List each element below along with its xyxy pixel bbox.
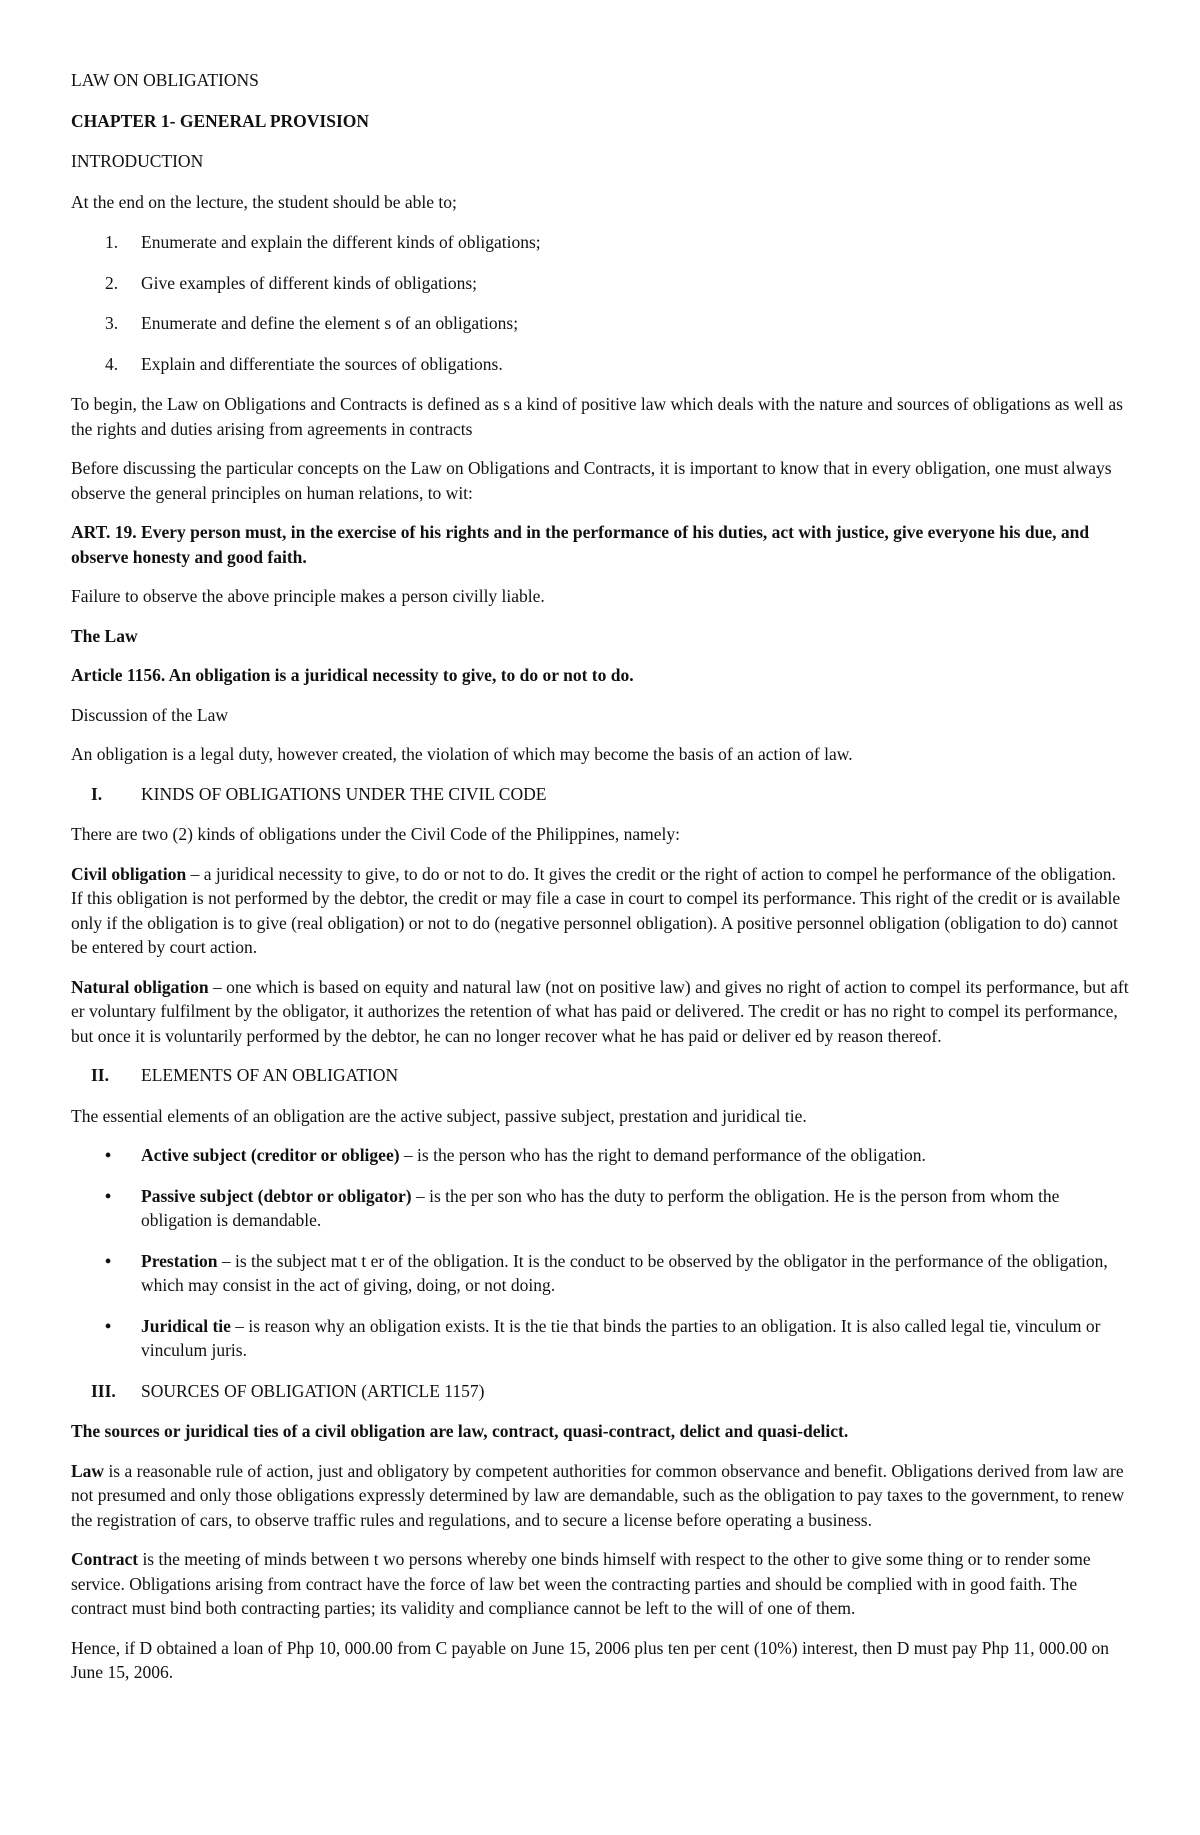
introduction-heading: INTRODUCTION — [71, 151, 204, 171]
bullet-icon: • — [105, 1315, 112, 1336]
law-paragraph — [71, 1459, 1130, 1533]
term: Contract — [71, 1549, 139, 1569]
section-title: SOURCES OF OBLIGATION (ARTICLE 1157) — [141, 1380, 485, 1401]
list-item-text: Explain and differentiate the sources of obligations. — [141, 353, 503, 374]
definition-text: is a reasonable rule of action, just and obligatory by competent authorities for common observance and benefit. Obligations derived from law are not presumed and only those obligations expressly determined by law are demandable, such as the obligation to pay taxes to the government, to renew the registration of cars, to observe traffic rules and regulations, and to secure a license before operating a business. — [71, 1460, 1125, 1530]
elements-list — [71, 1143, 1130, 1363]
list-number: 1. — [105, 232, 119, 252]
list-number: 4. — [105, 353, 119, 374]
definition-text: – is the per son who has the duty to perform the obligation. He is the person from whom the obligation is demandable. — [141, 1185, 1060, 1230]
list-item — [71, 271, 1130, 296]
civil-obligation-paragraph — [71, 862, 1130, 960]
definition-text: – a juridical necessity to give, to do or not to do. It gives the credit or the right of action to compel he performance of the obligation. If this obligation is not performed by the debtor, the credit or may file a case in court to compel its performance. This right of the credit or is available only if the obligation is to give (real obligation) or not to do (negative personnel obligation). A positive personnel obligation (obligation to do) cannot be entered by court action. — [71, 863, 1121, 957]
list-item — [71, 352, 1130, 377]
objectives-list — [71, 230, 1130, 376]
list-number: 2. — [105, 272, 119, 293]
bullet-icon: • — [105, 1185, 112, 1206]
discussion-heading: Discussion of the Law — [71, 704, 228, 725]
term: Juridical tie — [141, 1315, 231, 1336]
definition-text: – is the subject mat t er of the obligation. It is the conduct to be observed by the obligator in the performance of the obligation, which may consist in the act of giving, doing, or not doing. — [141, 1250, 1108, 1295]
definition-text: – is the person who has the right to demand performance of the obligation. — [399, 1145, 926, 1165]
section-number: II. — [91, 1065, 109, 1085]
chapter-heading: CHAPTER 1- GENERAL PROVISION — [71, 110, 370, 131]
general-principles-paragraph: Before discussing the particular concepts on the Law on Obligations and Contracts, it is important to know that in every obligation, one must always observe the general principles on human relations, to wit: — [71, 458, 1112, 503]
list-item-text: Enumerate and define the element s of an obligations; — [141, 313, 519, 333]
term: Civil obligation — [71, 863, 187, 884]
bullet-icon: • — [105, 1145, 112, 1165]
list-item — [71, 1143, 1130, 1168]
list-item — [71, 1249, 1130, 1298]
article-1156: Article 1156. An obligation is a juridical necessity to give, to do or not to do. — [71, 665, 634, 685]
civil-liability-note: Failure to observe the above principle makes a person civilly liable. — [71, 586, 545, 606]
section-heading-sources — [71, 1379, 1130, 1404]
elements-intro: The essential elements of an obligation are the active subject, passive subject, prestation and juridical tie. — [71, 1105, 807, 1126]
obligation-definition: An obligation is a legal duty, however created, the violation of which may become the basis of an action of law. — [71, 744, 853, 764]
section-title: KINDS OF OBLIGATIONS UNDER THE CIVIL CODE — [141, 783, 547, 804]
list-item — [71, 1314, 1130, 1363]
definition-text: is the meeting of minds between t wo persons whereby one binds himself with respect to the other to give some thing or to render some service. Obligations arising from contract have the force of law bet ween the contracting parties and should be complied with in good faith. The contract must bind both contracting parties; its validity and compliance cannot be left to the will of one of them. — [71, 1549, 1091, 1618]
list-item-text: Enumerate and explain the different kinds of obligations; — [141, 232, 541, 252]
definition-text: – one which is based on equity and natural law (not on positive law) and gives no right of action to compel its performance, but aft er voluntary fulfilment by the obligator, it authorizes the retention of what has paid or delivered. The credit or has no right to compel its performance, but once it is voluntarily performed by the debtor, he can no longer recover what he has paid or deliver ed by reason thereof. — [71, 976, 1129, 1046]
term: Prestation — [141, 1250, 218, 1271]
list-item — [71, 1184, 1130, 1233]
definition-paragraph: To begin, the Law on Obligations and Contracts is defined as s a kind of positive law which deals with the nature and sources of obligations as well as the rights and duties arising from agreements in contracts — [71, 394, 1123, 439]
contract-paragraph — [71, 1547, 1130, 1621]
list-item-text: Give examples of different kinds of obligations; — [141, 272, 477, 293]
definition-text: – is reason why an obligation exists. It is the tie that binds the parties to an obligation. It is also called legal tie, vinculum or vinculum juris. — [141, 1315, 1101, 1360]
term: Active subject (creditor or obligee) — [141, 1145, 400, 1165]
term: Law — [71, 1460, 105, 1481]
section-heading-elements — [71, 1063, 1130, 1088]
document-title: LAW ON OBLIGATIONS — [71, 70, 259, 90]
section-number: I. — [91, 783, 103, 804]
intro-text: At the end on the lecture, the student should be able to; — [71, 191, 457, 212]
section-title: ELEMENTS OF AN OBLIGATION — [141, 1065, 399, 1085]
list-item — [71, 311, 1130, 336]
sources-statement: The sources or juridical ties of a civil obligation are law, contract, quasi-contract, delict and quasi-delict. — [71, 1421, 849, 1441]
the-law-heading: The Law — [71, 625, 138, 646]
list-item — [71, 230, 1130, 255]
bullet-icon: • — [105, 1250, 112, 1271]
article-19: ART. 19. Every person must, in the exercise of his rights and in the performance of his duties, act with justice, give everyone his due, and observe honesty and good faith. — [71, 522, 1090, 567]
section-number: III. — [91, 1380, 116, 1401]
two-kinds-text: There are two (2) kinds of obligations under the Civil Code of the Philippines, namely: — [71, 824, 680, 844]
term: Natural obligation — [71, 976, 209, 997]
natural-obligation-paragraph — [71, 975, 1130, 1049]
term: Passive subject (debtor or obligator) — [141, 1185, 412, 1206]
section-heading-kinds — [71, 782, 1130, 807]
loan-example-paragraph: Hence, if D obtained a loan of Php 10, 000.00 from C payable on June 15, 2006 plus ten per cent (10%) interest, then D must pay Php 11, 000.00 on June 15, 2006. — [71, 1637, 1109, 1682]
list-number: 3. — [105, 313, 119, 333]
